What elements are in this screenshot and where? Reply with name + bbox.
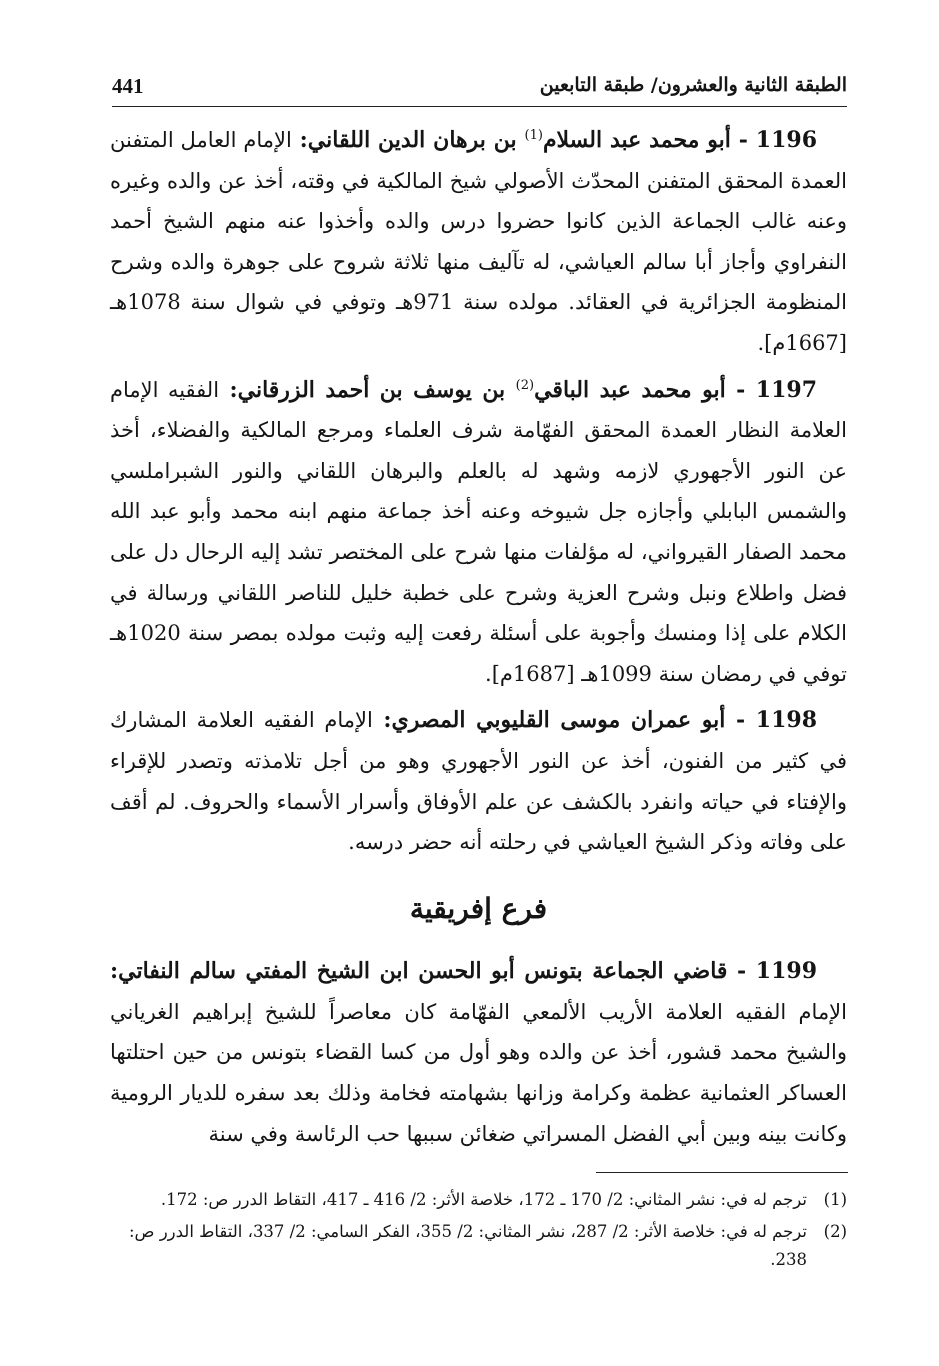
entry-body: الإمام الفقيه العلامة المشارك في كثير من الفنون، أخذ عن النور الأجهوري وهو من أجل تلامذته وتصدر للإقراء والإفتاء في حياته وانفرد بالكشف عن علم الأوفاق وأسرار الأسماء والحروف. لم أقف على وفاته وذكر الشيخ العياشي في رحلته أنه حضر درسه. <box>110 708 847 855</box>
main-text <box>110 120 847 1160</box>
footnote-ref: (2) <box>515 377 535 393</box>
entry-heading-cont: بن يوسف بن أحمد الزرقاني: <box>219 376 516 403</box>
footnotes <box>112 1186 847 1278</box>
entry-heading-cont: بن برهان الدين اللقاني: <box>291 127 525 153</box>
entry-body: الإمام العامل المتفنن العمدة المحقق المتفنن المحدّث الأصولي شيخ المالكية في وقته، أخذ عن والده وغيره وعنه غالب الجماعة الذين كانوا حضروا درس والده وأخذوا عنه منهم الشيخ أحمد النفراوي وأجاز أبا سالم العياشي، له تآليف منها ثلاثة شروح على جوهرة والده وشرح المنظومة الجزائرية في العقائد. مولده سنة 971هـ وتوفي في شوال سنة 1078هـ [1667م]. <box>110 128 847 355</box>
footnote-1 <box>112 1186 847 1214</box>
running-head: الطبقة الثانية والعشرون/ طبقة التابعين <box>539 74 847 96</box>
page-number: 441 <box>112 74 144 98</box>
entry-heading: 1198 - أبو عمران موسى القليوبي المصري: <box>372 707 817 734</box>
entry-1199 <box>110 951 847 1154</box>
footnote-number: (2) <box>823 1222 847 1241</box>
footnote-divider <box>596 1172 848 1173</box>
footnote-ref: (1) <box>524 128 543 143</box>
entry-body: الفقيه الإمام العلامة النظار العمدة المحقق الفهّامة شرف العلماء ومرجع المالكية والفضلاء، أخذ عن النور الأجهوري لازمه وشهد له بالعلم والبرهان اللقاني والنور الشبراملسي والشمس البابلي وأجازه جل شيوخه وعنه أخذ جماعة منهم ابنه محمد وأبو عبد الله محمد الصفار القيرواني، له مؤلفات منها شرح على المختصر تشد إليه الرحال دل على فضل واطلاع ونبل وشرح العزية وشرح على خطبة خليل للناصر اللقاني ورسالة في الكلام على إذا ومنسك وأجوبة على أسئلة رفعت إليه وثبت مولده بمصر سنة 1020هـ توفي في رمضان سنة 1099هـ [1687م]. <box>110 377 847 686</box>
entry-heading: 1199 - قاضي الجماعة بتونس أبو الحسن ابن الشيخ المفتي سالم النفاتي: <box>110 958 817 985</box>
footnote-2 <box>112 1218 847 1274</box>
footnote-number: (1) <box>823 1190 847 1209</box>
section-title: فرع إفريقية <box>409 891 548 925</box>
footnote-text: ترجم له في: خلاصة الأثر: 2/ 287، نشر المثاني: 2/ 355، الفكر السامي: 2/ 337، التقاط الدرر ص: 238. <box>128 1222 807 1269</box>
entry-1197 <box>110 370 847 695</box>
entry-1196 <box>110 120 847 364</box>
entry-body: الإمام الفقيه العلامة الأريب الألمعي الفهّامة كان معاصراً للشيخ إبراهيم الغرياني والشيخ محمد قشور، أخذ عن والده وهو أول من كسا القضاء بتونس من حين احتلتها العساكر العثمانية عظمة وكرامة وزانها بشهامته فخامة وذلك بعد سفره للديار الرومية وكانت بينه وبين أبي الفضل المسراتي ضغائن سببها حب الرئاسة وفي سنة <box>110 999 847 1146</box>
entry-heading: 1197 - أبو محمد عبد الباقي <box>534 376 817 403</box>
page-header <box>112 66 847 107</box>
entry-1198 <box>110 700 847 862</box>
entry-heading: 1196 - أبو محمد عبد السلام <box>542 127 817 153</box>
footnote-text: ترجم له في: نشر المثاني: 2/ 170 ـ 172، خلاصة الأثر: 2/ 416 ـ 417، التقاط الدرر ص: 172. <box>160 1190 807 1209</box>
